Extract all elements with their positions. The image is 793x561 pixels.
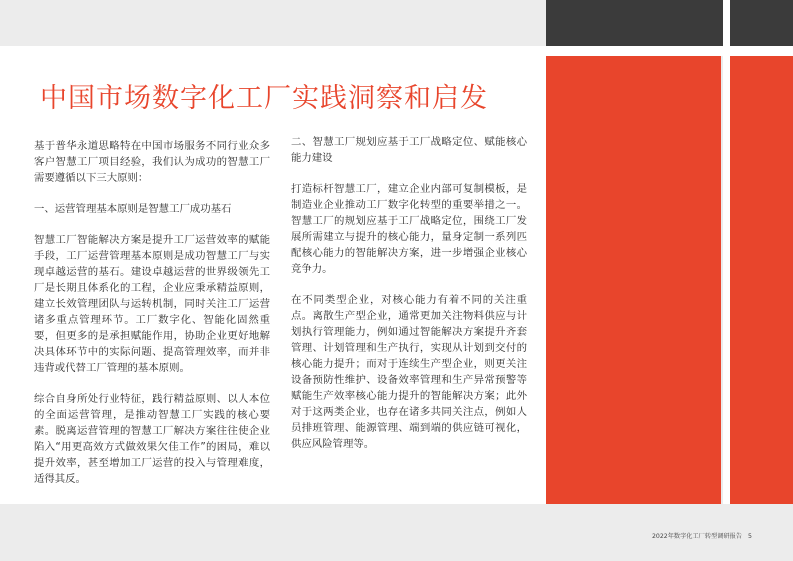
vertical-divider	[723, 0, 730, 504]
page-number: 5	[748, 533, 752, 540]
principle-one-body: 智慧工厂智能解决方案是提升工厂运营效率的赋能手段，工厂运营管理基本原则是成功智慧工厂与实现卓越运营的基石。建设卓越运营的世界级领先工厂是长期且体系化的工程，企业应秉承精益原则，建立长效管理团队与运转机制，同时关注工厂运营诸多重点管理环节。工厂数字化、智能化固然重要，但更多的是承担赋能作用，协助企业更好地解决具体环节中的实际问题、提高管理效率，而并非违背或代替工厂管理的基本原则。	[34, 234, 270, 374]
principle-two-body: 打造标杆智慧工厂，建立企业内部可复制模板，是制造业企业推动工厂数字化转型的重要举措之一。智慧工厂的规划应基于工厂战略定位，围绕工厂发展所需建立与提升的核心能力，量身定制一系列匹配核心能力的智能解决方案，进一步增强企业核心竞争力。	[291, 183, 527, 275]
intro-paragraph: 基于普华永道思略特在中国市场服务不同行业众多客户智慧工厂项目经验，我们认为成功的智慧工厂需要遵循以下三大原则：	[34, 140, 270, 184]
red-block-left	[546, 56, 721, 504]
principle-two-detail: 在不同类型企业，对核心能力有着不同的关注重点。离散生产型企业，通常更加关注物料供应与计划执行管理能力，例如通过智能解决方案提升齐套管理、计划管理和生产执行，实现从计划到交付的核心能力提升；而对于连续生产型企业，则更关注设备预防性维护、设备效率管理和生产异常预警等赋能生产效率核心能力提升的智能解决方案；此外对于这两类企业，也存在诸多共同关注点，例如人员排班管理、能源管理、端到端的供应链可视化，供应风险管理等。	[291, 294, 527, 450]
principle-one-summary: 综合自身所处行业特征，践行精益原则、以人本位的全面运营管理，是推动智慧工厂实践的核心要素。脱离运营管理的智慧工厂解决方案往往使企业陷入“用更高效方式做效果欠佳工作”的困局，难以提升效率，甚至增加工厂运营的投入与管理难度，适得其反。	[34, 393, 270, 485]
report-name: 2022年数字化工厂转型调研报告	[652, 533, 742, 540]
principle-two-heading: 二、智慧工厂规划应基于工厂战略定位、赋能核心能力建设	[291, 136, 527, 164]
dark-block-left	[546, 0, 723, 46]
page-title: 中国市场数字化工厂实践洞察和启发	[40, 83, 488, 114]
left-column	[34, 138, 270, 502]
principle-one-heading: 一、运营管理基本原则是智慧工厂成功基石	[34, 203, 232, 215]
dark-block-right	[730, 0, 793, 46]
top-white-band	[0, 46, 793, 56]
right-column	[291, 134, 527, 467]
red-block-right	[730, 56, 793, 504]
page-footer	[652, 531, 752, 540]
